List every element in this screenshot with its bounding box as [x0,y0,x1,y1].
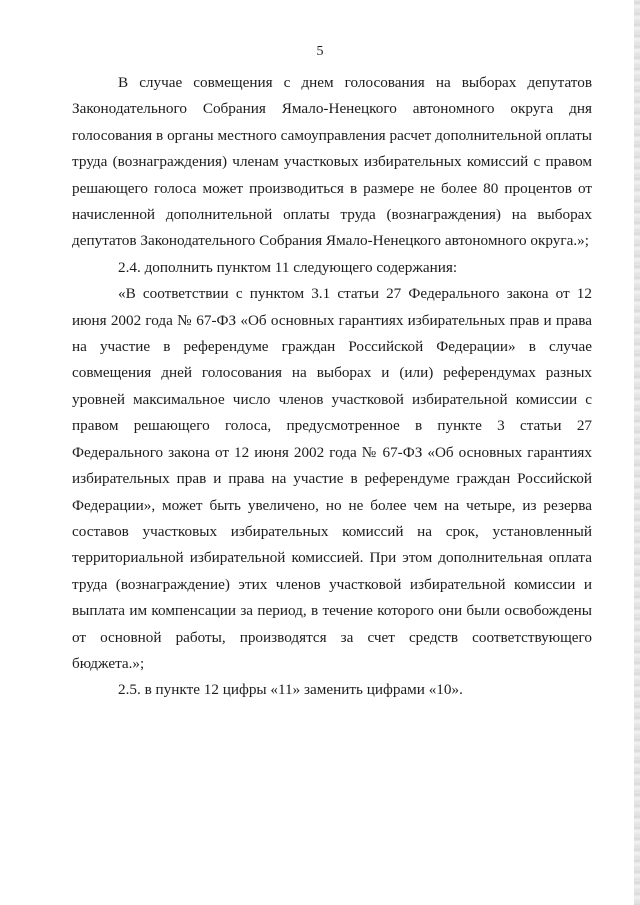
paragraph-item-11-text: «В соответствии с пунктом 3.1 статьи 27 Федерального закона от 12 июня 2002 года № 67-ФЗ «Об основных гарантиях избирательных прав и права на участие в референдуме граждан Российской Федерации» в случае совмещения дней голосования на выборах и (или) референдумах разных уровней максимальное число членов участковой избирательной комиссии с правом решающего голоса, предусмотренное в пункте 3 статьи 27 Федерального закона от 12 июня 2002 года № 67-ФЗ «Об основных гарантиях избирательных прав и права на участие в референдуме граждан Российской Федерации», может быть увеличено, но не более чем на четыре, из резерва составов участковых избирательных комиссий на срок, установленный территориальной избирательной комиссией. При этом дополнительная оплата труда (вознаграждение) этих членов участковой избирательной комиссии и выплата им компенсации за период, в течение которого они были освобождены от основной работы, производятся за счет средств соответствующего бюджета.»; [72,285,592,672]
scan-edge-artifact [634,0,640,905]
paragraph-item-2-5: 2.5. в пункте 12 цифры «11» заменить цифрами «10». [118,681,463,699]
document-body [72,70,592,704]
paragraph-vote-combination-payment: В случае совмещения с днем голосования на выборах депутатов Законодательного Собрания Ямало-Ненецкого автономного округа дня голосования в органы местного самоуправления расчет дополнительной оплаты труда (вознаграждения) членам участковых избирательных комиссий с правом решающего голоса может производиться в размере не более 80 процентов от начисленной дополнительной оплаты труда (вознаграждения) на выборах депутатов Законодательного Собрания Ямало-Ненецкого автономного округа.»; [72,74,592,250]
page-number: 5 [316,44,324,59]
paragraph-item-2-4: 2.4. дополнить пунктом 11 следующего содержания: [118,258,458,276]
